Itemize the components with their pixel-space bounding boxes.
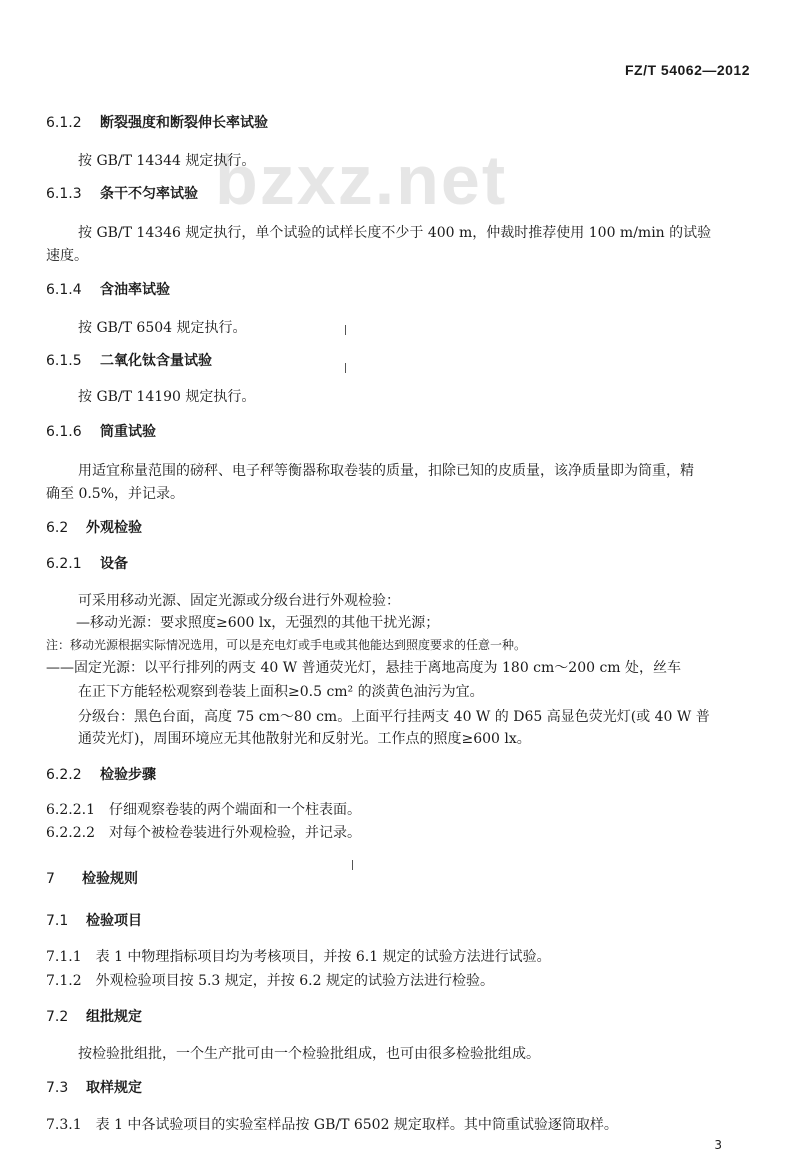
list-item: ——固定光源：以平行排列的两支 40 W 普通荧光灯，悬挂于离地高度为 180 cm～200 cm 处，丝车	[46, 660, 682, 676]
heading-6-1-5	[46, 350, 212, 370]
paragraph: 用适宜称量范围的磅秤、电子秤等衡器称取卷装的质量，扣除已知的皮质量，该净质量即为筒重，精	[78, 463, 694, 479]
heading-6-2-1	[46, 553, 128, 573]
section-title: 检验项目	[86, 913, 142, 929]
section-number: 6.1.4	[46, 282, 82, 298]
note: 注：移动光源根据实际情况选用，可以是充电灯或手电或其他能达到照度要求的任意一种。	[46, 638, 527, 652]
section-number: 7.1	[46, 913, 69, 929]
section-title: 外观检验	[86, 520, 142, 536]
section-title: 断裂强度和断裂伸长率试验	[100, 115, 268, 131]
section-number: 7.2	[46, 1009, 69, 1025]
watermark: bzxz.net	[215, 141, 508, 219]
section-number: 7.3	[46, 1080, 69, 1096]
paragraph: 按 GB/T 6504 规定执行。	[78, 320, 247, 336]
scan-mark	[345, 363, 346, 373]
paragraph-continued: 确至 0.5%，并记录。	[46, 486, 185, 502]
section-number: 6.1.6	[46, 424, 82, 440]
paragraph: 可采用移动光源、固定光源或分级台进行外观检验：	[78, 593, 400, 609]
section-title: 取样规定	[86, 1080, 142, 1096]
section-title: 含油率试验	[100, 282, 170, 298]
heading-7-1	[46, 910, 142, 930]
paragraph: 按 GB/T 14346 规定执行，单个试验的试样长度不少于 400 m，仲裁时推荐使用 100 m/min 的试验	[78, 225, 712, 241]
list-item: 分级台：黑色台面，高度 75 cm～80 cm。上面平行挂两支 40 W 的 D65 高显色荧光灯(或 40 W 普	[78, 709, 710, 725]
clause-6-2-2-1: 6.2.2.1 仔细观察卷装的两个端面和一个柱表面。	[46, 802, 361, 818]
list-item: —移动光源：要求照度≥600 lx，无强烈的其他干扰光源；	[76, 615, 440, 631]
heading-7-3	[46, 1077, 142, 1097]
heading-7	[46, 868, 138, 888]
section-title: 检验规则	[82, 871, 138, 887]
clause-7-3-1: 7.3.1 表 1 中各试验项目的实验室样品按 GB/T 6502 规定取样。其中筒重试验逐筒取样。	[46, 1117, 618, 1133]
section-number: 6.2.1	[46, 556, 82, 572]
scan-mark	[352, 860, 353, 870]
section-title: 检验步骤	[100, 767, 156, 783]
section-number: 6.1.3	[46, 186, 82, 202]
standard-code: FZ/T 54062—2012	[624, 62, 750, 78]
heading-6-1-3	[46, 183, 198, 203]
heading-6-2-2	[46, 764, 156, 784]
section-number: 6.1.5	[46, 353, 82, 369]
section-number: 7	[46, 871, 55, 887]
heading-6-1-2	[46, 112, 268, 132]
list-item-continued: 在正下方能轻松观察到卷装上面积≥0.5 cm² 的淡黄色油污为宜。	[78, 684, 484, 700]
section-title: 条干不匀率试验	[100, 186, 198, 202]
paragraph-continued: 速度。	[46, 248, 88, 264]
section-number: 6.2.2	[46, 767, 82, 783]
section-title: 设备	[100, 556, 128, 572]
section-number: 6.1.2	[46, 115, 82, 131]
section-title: 组批规定	[86, 1009, 142, 1025]
section-title: 二氧化钛含量试验	[100, 353, 212, 369]
paragraph: 按 GB/T 14190 规定执行。	[78, 389, 256, 405]
paragraph: 按检验批组批，一个生产批可由一个检验批组成，也可由很多检验批组成。	[78, 1046, 540, 1062]
clause-7-1-2: 7.1.2 外观检验项目按 5.3 规定，并按 6.2 规定的试验方法进行检验。	[46, 973, 494, 989]
list-item-continued: 通荧光灯)，周围环境应无其他散射光和反射光。工作点的照度≥600 lx。	[78, 731, 531, 747]
clause-7-1-1: 7.1.1 表 1 中物理指标项目均为考核项目，并按 6.1 规定的试验方法进行试验。	[46, 949, 551, 965]
section-number: 6.2	[46, 520, 69, 536]
heading-7-2	[46, 1006, 142, 1026]
page-number: 3	[714, 1138, 722, 1152]
scan-mark	[345, 325, 346, 335]
clause-6-2-2-2: 6.2.2.2 对每个被检卷装进行外观检验，并记录。	[46, 825, 361, 841]
heading-6-2	[46, 517, 142, 537]
heading-6-1-6	[46, 421, 156, 441]
heading-6-1-4	[46, 279, 170, 299]
section-title: 筒重试验	[100, 424, 156, 440]
paragraph: 按 GB/T 14344 规定执行。	[78, 153, 256, 169]
